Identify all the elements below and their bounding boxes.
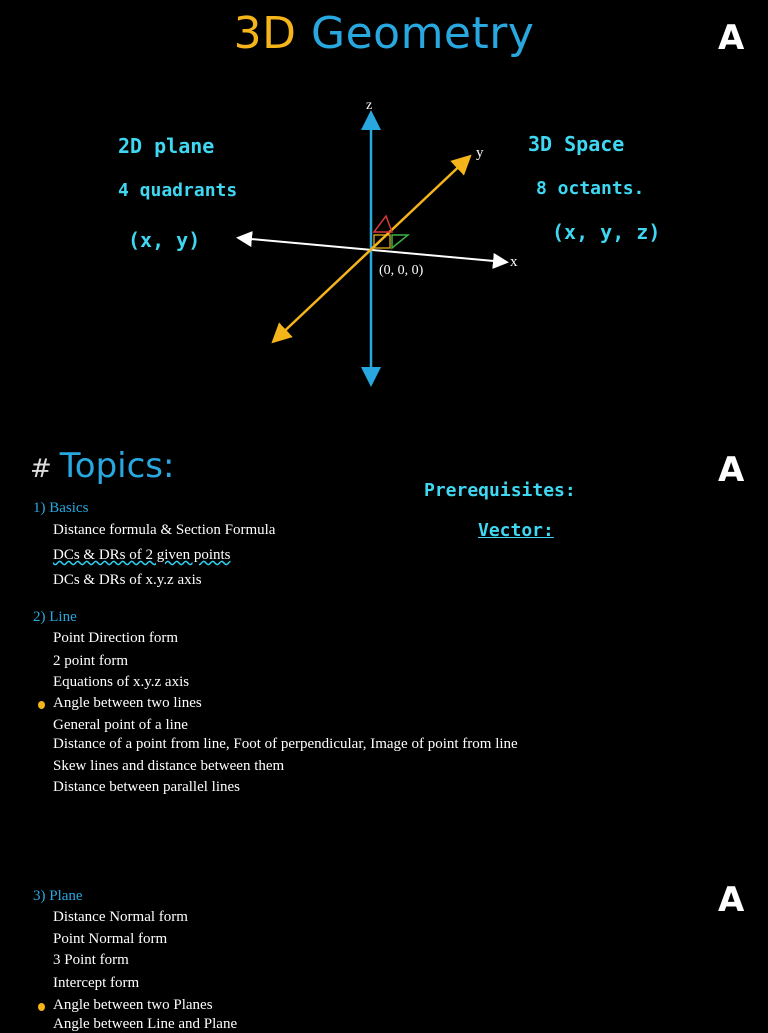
topic-item: Intercept form [53, 975, 140, 991]
corner-mark-2: A [718, 450, 745, 490]
y-label: y [476, 145, 484, 161]
topic-item: Distance of a point from line, Foot of perpendicular, Image of point from line [53, 736, 518, 752]
highlight-bullet [38, 701, 45, 709]
corner-mark-1: A [718, 18, 745, 58]
z-label: z [366, 98, 373, 113]
highlight-bullet [38, 1003, 45, 1011]
x-axis-line [240, 238, 505, 262]
section-plane-title: 3) Plane [33, 888, 83, 904]
topic-item: Distance Normal form [53, 909, 188, 925]
topic-item: General point of a line [53, 717, 188, 733]
section-line-title: 2) Line [33, 609, 77, 625]
title-word-geometry: Geometry [310, 8, 535, 59]
topic-item: DCs & DRs of x.y.z axis [53, 572, 202, 588]
origin-label: (0, 0, 0) [379, 263, 424, 278]
note-4-quadrants: 4 quadrants [118, 180, 238, 201]
topics-heading [30, 446, 174, 486]
topic-item: Equations of x.y.z axis [53, 674, 190, 690]
axes-diagram [0, 0, 768, 440]
topic-item: DCs & DRs of 2 given points [53, 547, 231, 563]
octant-mark-red [374, 216, 392, 232]
prerequisites-note: Prerequisites: [424, 480, 576, 501]
hash-mark: # [30, 454, 52, 484]
topic-item: Distance between parallel lines [53, 779, 241, 795]
title-word-3d: 3D [233, 8, 297, 59]
topic-item: Skew lines and distance between them [53, 758, 285, 774]
octant-mark-green [392, 235, 408, 248]
section-basics-title: 1) Basics [33, 500, 89, 516]
x-label: x [510, 254, 518, 270]
topics-heading-text: Topics: [59, 446, 175, 486]
topic-item: Angle between Line and Plane [53, 1016, 238, 1032]
note-xyz: (x, y, z) [552, 220, 661, 244]
vector-note: Vector: [478, 520, 554, 541]
corner-mark-3: A [718, 880, 745, 920]
topic-item: 3 Point form [53, 952, 129, 968]
topic-item: Distance formula & Section Formula [53, 522, 276, 538]
topic-item: Angle between two lines [53, 695, 202, 711]
note-8-octants: 8 octants. [536, 178, 645, 199]
topic-item: 2 point form [53, 653, 128, 669]
note-xy: (x, y) [128, 228, 201, 252]
topic-item: Angle between two Planes [53, 997, 213, 1013]
note-2d-plane: 2D plane [118, 134, 215, 158]
topic-item: Point Normal form [53, 931, 168, 947]
topic-item: Point Direction form [53, 630, 178, 646]
note-3d-space: 3D Space [528, 132, 625, 156]
